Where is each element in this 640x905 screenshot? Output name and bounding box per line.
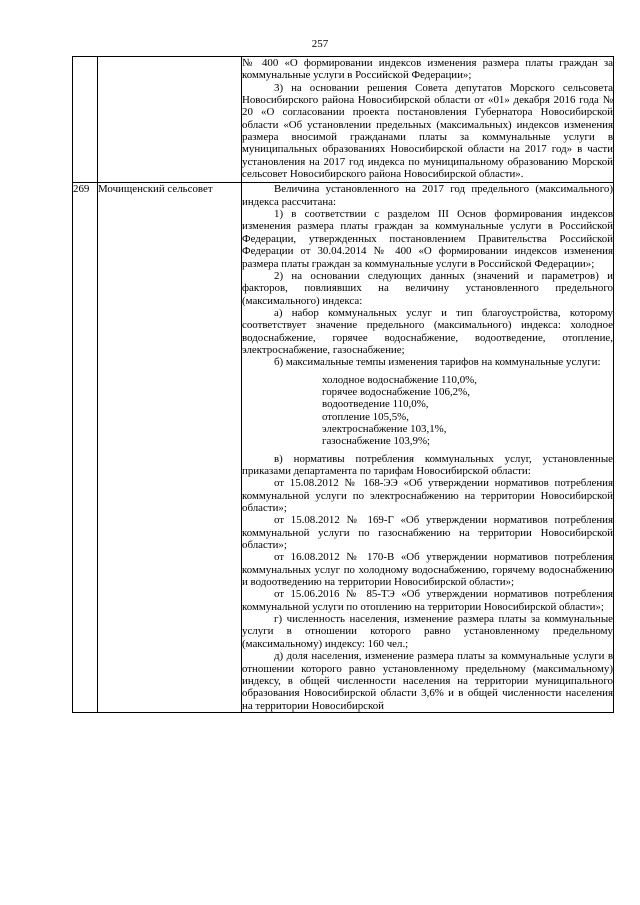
paragraph: в) нормативы потребления коммунальных услуг, установленные приказами департамента по тарифам Новосибирской области: (242, 452, 613, 477)
paragraph: от 15.08.2012 № 168-ЭЭ «Об утверждении нормативов потребления коммунальной услуги по электроснабжению на территории Новосибирской области»; (242, 477, 613, 515)
paragraph: от 16.08.2012 № 170-В «Об утверждении нормативов потребления коммунальных услуг по холодному водоснабжению, горячему водоснабжению и водоотведению на территории Новосибирской области»; (242, 551, 613, 589)
row-number-cell (73, 57, 98, 183)
tariff-item: электроснабжение 103,1%, (322, 422, 447, 435)
tariff-list (242, 374, 613, 448)
tariff-item: горячее водоснабжение 106,2%, (322, 385, 470, 398)
municipality-name-cell: Мочищенский сельсовет (98, 183, 242, 712)
row-number-cell: 269 (73, 183, 98, 712)
tariff-item: холодное водоснабжение 110,0%, (322, 373, 477, 386)
tariff-item: отопление 105,5%, (322, 410, 409, 423)
justification-cell (242, 57, 614, 183)
tariff-item: газоснабжение 103,9%; (322, 435, 431, 448)
page-number: 257 (311, 38, 329, 50)
paragraph: от 15.08.2012 № 169-Г «Об утверждении нормативов потребления коммунальной услуги по газоснабжению на территории Новосибирской области»; (242, 514, 613, 552)
paragraph: б) максимальные темпы изменения тарифов на коммунальные услуги: (274, 356, 601, 369)
paragraph: д) доля населения, изменение размера платы за коммунальные услуги в отношении которого равно установленному предельному (максимальному) индексу, в общей численности населения на территории муниципального образования Новосибирской области 3,6% и в общей численности населения на территории Новосибирской (242, 650, 613, 712)
paragraph: от 15.06.2016 № 85-ТЭ «Об утверждении нормативов потребления коммунальной услуги по отоплению на территории Новосибирской области»; (242, 588, 613, 613)
paragraph: № 400 «О формировании индексов изменения размера платы граждан за коммунальные услуги в Российской Федерации»; (242, 57, 613, 82)
table-row (73, 57, 614, 183)
paragraph: Величина установленного на 2017 год предельного (максимального) индекса рассчитана: (242, 183, 613, 208)
tariff-item: водоотведение 110,0%, (322, 398, 429, 411)
justification-table (72, 56, 614, 713)
justification-cell (242, 183, 614, 712)
paragraph: г) численность населения, изменение размера платы за коммунальные услуги в отношении которого равно установленному предельному (максимальному) индексу: 160 чел.; (242, 613, 613, 650)
paragraph: 2) на основании следующих данных (значений и параметров) и факторов, повлиявших на величину установленного предельного (максимального) индекса: (242, 269, 613, 307)
paragraph: 1) в соответствии с разделом III Основ формирования индексов изменения размера платы граждан за коммунальные услуги в Российской Федерации, утвержденных постановлением Правительства Российской Федерации от 30.04.2014 № 400 «О формировании индексов изменения размера платы граждан за коммунальные услуги в Российской Федерации»; (242, 208, 613, 270)
table-row (73, 183, 614, 712)
paragraph: а) набор коммунальных услуг и тип благоустройства, которому соответствует значение предельного (максимального) индекса: холодное водоснабжение, горячее водоснабжение, водоотведение, отопление, электроснабжение, газоснабжение; (242, 306, 613, 356)
municipality-name-cell (98, 57, 242, 183)
paragraph: 3) на основании решения Совета депутатов Морского сельсовета Новосибирского района Новосибирской области от «01» декабря 2016 года № 20 «О согласовании проекта постановления Губернатора Новосибирской области «Об установлении предельных (максимальных) индексов изменения размера вносимой гражданами платы за коммунальные услуги в муниципальных образованиях Новосибирской области на 2017 год» в части установления на 2017 год индекса по муниципальному образованию Морской сельсовет Новосибирского района Новосибирской области». (242, 81, 613, 181)
